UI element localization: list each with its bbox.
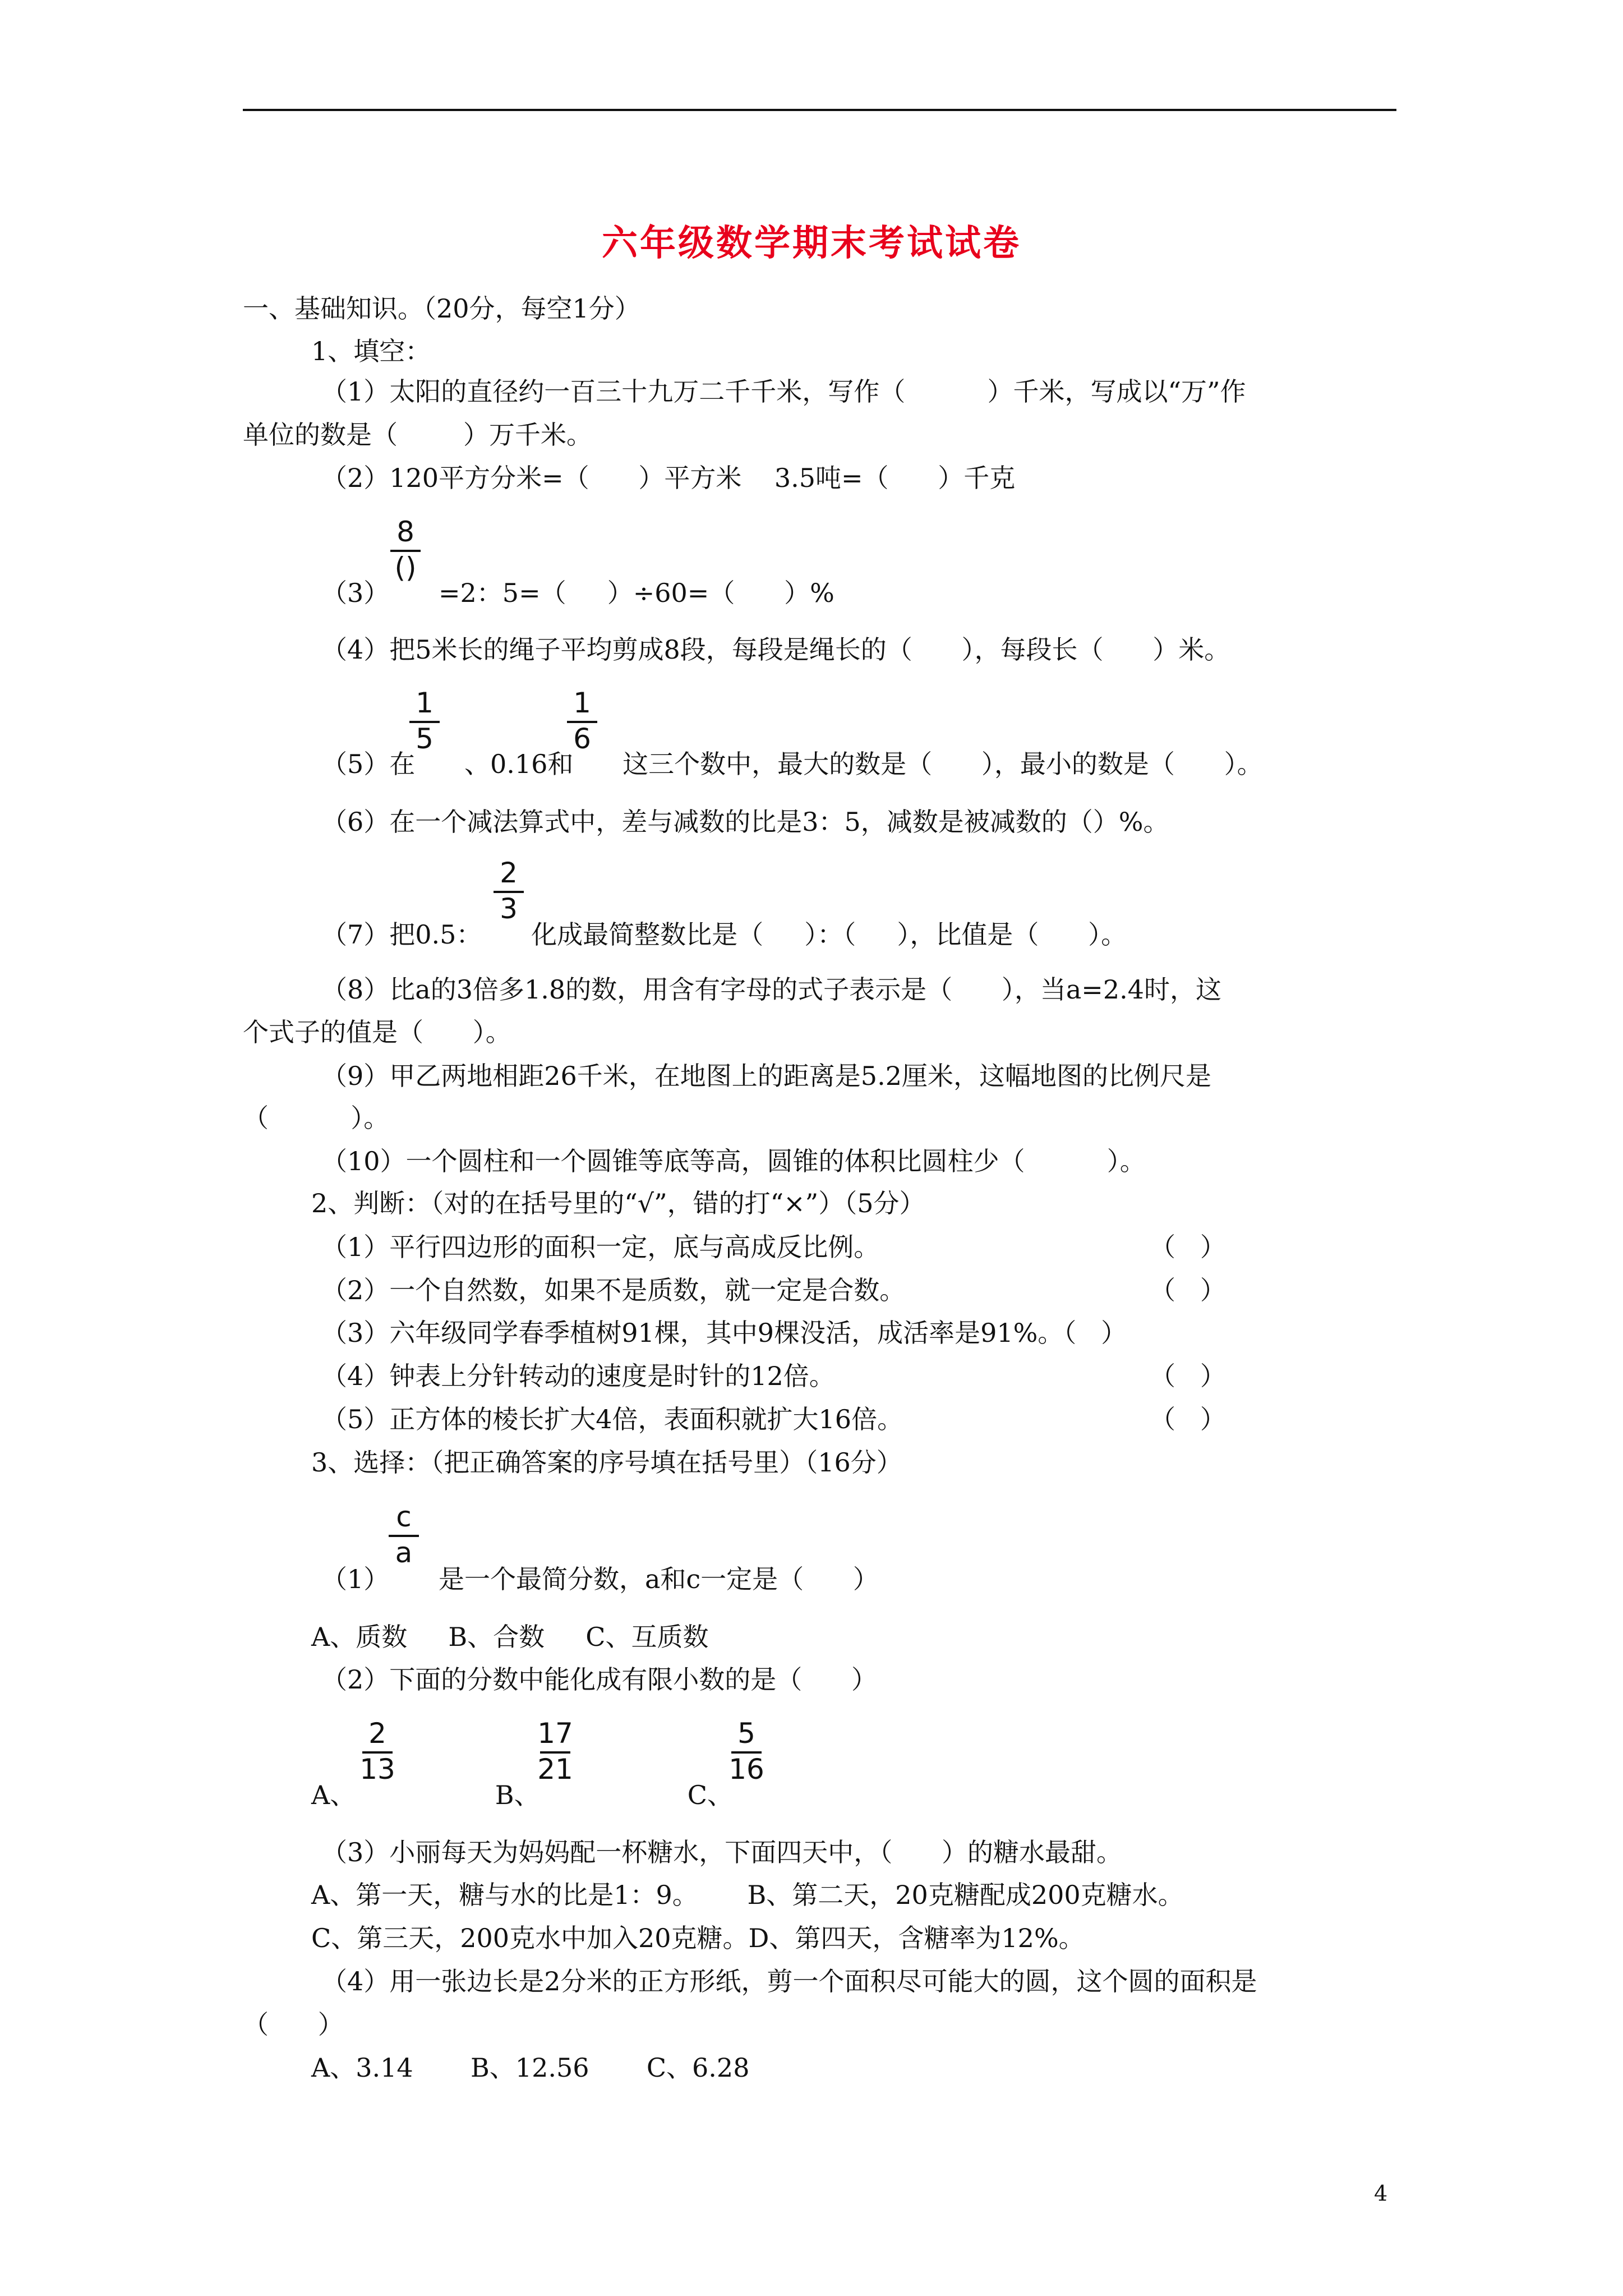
- question-line: （6）在一个减法算式中，差与减数的比是3：5，减数是被减数的（）%。: [321, 807, 1169, 837]
- fraction-numerator: c: [396, 1501, 412, 1533]
- question-line: （1）平行四边形的面积一定，底与高成反比例。: [321, 1232, 880, 1262]
- question-line: （4）钟表上分针转动的速度是时针的12倍。: [321, 1361, 835, 1391]
- option-line: A、 B、 C、: [311, 1780, 733, 1810]
- question-line: （3）小丽每天为妈妈配一杯糖水，下面四天中，（ ）的糖水最甜。: [321, 1837, 1122, 1867]
- fraction-numerator: 2: [368, 1717, 386, 1750]
- fraction-numerator: 1: [573, 687, 591, 719]
- question-line: （ ）。: [243, 1103, 390, 1133]
- section-heading: 一、基础知识。（20分，每空1分）: [243, 293, 640, 324]
- question-line: （5）在 、0.16和 这三个数中，最大的数是（ ），最小的数是（ ）。: [321, 749, 1263, 779]
- answer-bracket: （ ）: [1150, 1275, 1226, 1305]
- answer-bracket: （ ）: [1150, 1232, 1226, 1262]
- fraction-numerator: 8: [396, 516, 414, 548]
- fraction-numerator: 2: [500, 857, 518, 889]
- option-line: A、质数 B、合数 C、互质数: [311, 1622, 709, 1652]
- question-line: （2）一个自然数，如果不是质数，就一定是合数。: [321, 1275, 906, 1305]
- question-line: （8）比a的3倍多1.8的数，用含有字母的式子表示是（ ），当a=2.4时，这: [321, 974, 1221, 1005]
- question-line: （2）下面的分数中能化成有限小数的是（ ）: [321, 1664, 877, 1695]
- question-line: （4）用一张边长是2分米的正方形纸，剪一个面积尽可能大的圆，这个圆的面积是: [321, 1966, 1257, 1996]
- fraction-denominator: 13: [359, 1753, 395, 1786]
- fraction-numerator: 17: [537, 1717, 573, 1750]
- fraction-denominator: 21: [537, 1753, 573, 1786]
- answer-bracket: （ ）: [1150, 1361, 1226, 1391]
- fraction-denominator: a: [395, 1536, 413, 1569]
- header-rule: [243, 109, 1396, 111]
- question-line: （9）甲乙两地相距26千米，在地图上的距离是5.2厘米，这幅地图的比例尺是: [321, 1061, 1211, 1091]
- option-line: A、3.14 B、12.56 C、6.28: [311, 2053, 750, 2083]
- fraction-denominator: 3: [500, 892, 518, 925]
- fraction-numerator: 5: [737, 1717, 755, 1750]
- question-line: （1）太阳的直径约一百三十九万二千千米，写作（ ）千米，写成以“万”作: [321, 376, 1246, 407]
- question-line: （4）把5米长的绳子平均剪成8段，每段是绳长的（ ），每段长（ ）米。: [321, 634, 1230, 665]
- question-line: （10）一个圆柱和一个圆锥等底等高，圆锥的体积比圆柱少（ ）。: [321, 1146, 1146, 1176]
- question-line: （7）把0.5： 化成最简整数比是（ ）：（ ），比值是（ ）。: [321, 919, 1127, 950]
- fraction-denominator: 6: [573, 723, 591, 755]
- question-line: 单位的数是（ ）万千米。: [243, 420, 592, 450]
- fraction-denominator: 16: [728, 1753, 764, 1786]
- subsection-heading: 3、选择：（把正确答案的序号填在括号里）（16分）: [311, 1447, 902, 1478]
- answer-bracket: （ ）: [1150, 1404, 1226, 1434]
- question-line: （ ）: [243, 2009, 344, 2040]
- page-number: 4: [1374, 2181, 1388, 2206]
- subsection-heading: 2、判断：（对的在括号里的“√”，错的打“×”）（5分）: [311, 1188, 925, 1218]
- subsection-heading: 1、填空：: [311, 336, 431, 366]
- question-line: （1） 是一个最简分数，a和c一定是（ ）: [321, 1564, 879, 1594]
- question-line: （2）120平方分米=（ ）平方米 3.5吨=（ ）千克: [321, 463, 1016, 493]
- question-line: （3） =2：5=（ ）÷60=（ ）%: [321, 578, 834, 608]
- fraction-numerator: 1: [416, 687, 434, 719]
- page-title: 六年级数学期末考试试卷: [602, 222, 1021, 264]
- fraction-denominator: 5: [416, 723, 434, 755]
- question-line: （3）六年级同学春季植树91棵，其中9棵没活，成活率是91%。（ ）: [321, 1318, 1127, 1348]
- option-line: C、第三天，200克水中加入20克糖。D、第四天，含糖率为12%。: [311, 1923, 1085, 1953]
- question-line: 个式子的值是（ ）。: [243, 1017, 511, 1047]
- fraction-denominator: (): [394, 551, 417, 584]
- option-line: A、第一天，糖与水的比是1：9。 B、第二天，20克糖配成200克糖水。: [311, 1880, 1184, 1910]
- question-line: （5）正方体的棱长扩大4倍，表面积就扩大16倍。: [321, 1404, 903, 1434]
